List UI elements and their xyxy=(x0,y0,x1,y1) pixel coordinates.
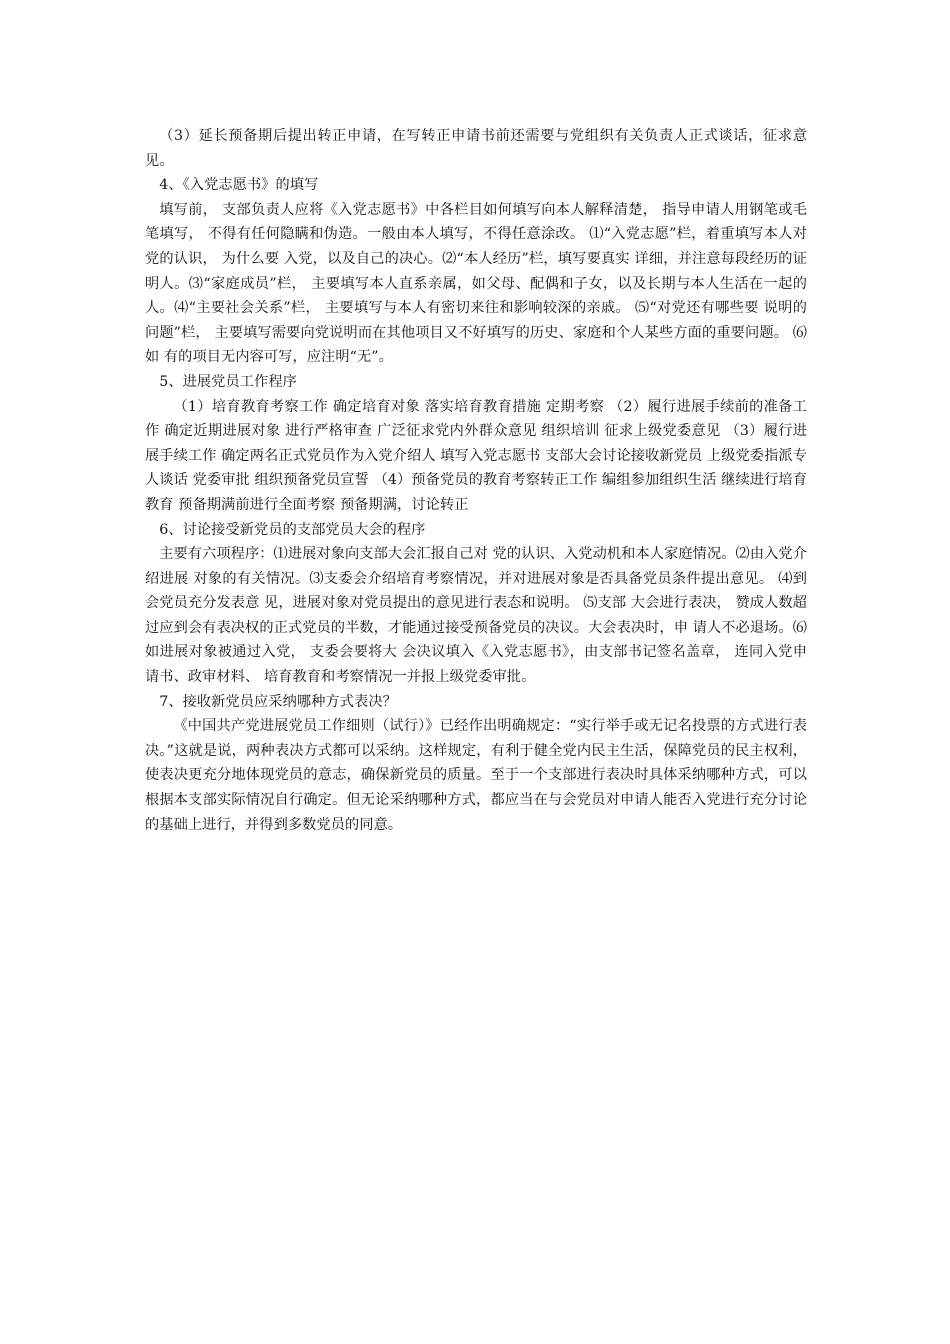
section-heading-7: 7、接收新党员应采纳哪种方式表决？ xyxy=(159,693,397,710)
paragraph-meeting-procedure: 主要有六项程序：⑴进展对象向支部大会汇报自己对 党的认识、入党动机和本人家庭情况。⑵由入党介绍进展 对象的有关情况。⑶支委会介绍培育考察情况，并对进展对象是否具备党员条件提出意见。 ⑷到会党员充分发表意 见，进展对象对党员提出的意见进行表态和说明。 ⑸支部 大会进行表决， 赞成人数超过应到会有表决权的正式党员的半数，才能通过接受预备党员的决议。大会表决时，申 请人不必退场。⑹如进展对象被通过入党， 支委会要将大 会决议填入《入党志愿书》，由支部书记签名盖章， 连同入党申请书、政审材料、 培育教育和考察情况一并报上级党委审批。 xyxy=(145,546,807,686)
paragraph-probation-extension: （3）延长预备期后提出转正申请，在写转正申请书前还需要与党组织有关负责人正式谈话，征求意见。 xyxy=(145,128,807,169)
section-heading-5: 5、进展党员工作程序 xyxy=(159,373,297,390)
paragraph-voting-method: 《中国共产党进展党员工作细则（试行）》已经作出明确规定：“实行举手或无记名投票的方式进行表决。”这就是说，两种表决方式都可以采纳。这样规定，有利于健全党内民主生活，保障党员的民主权利，使表决更充分地体现党员的意志，确保新党员的质量。至于一个支部进行表决时具体采纳哪种方式，可以根据本支部实际情况自行确定。但无论采纳哪种方式，都应当在与会党员对申请人能否入党进行充分讨论的基础上进行，并得到多数党员的同意。 xyxy=(145,718,807,833)
document-body xyxy=(145,124,807,837)
section-heading-4: 4、《入党志愿书》的填写 xyxy=(159,177,319,194)
paragraph-application-form: 填写前， 支部负责人应将《入党志愿书》中各栏目如何填写向本人解释清楚， 指导申请人用钢笔或毛笔填写， 不得有任何隐瞒和伪造。一般由本人填写，不得任意涂改。 ⑴“入党志愿”栏，着重填写本人对党的认识， 为什么要 入党，以及自己的决心。⑵“本人经历”栏，填写要真实 详细，并注意每段经历的证明人。⑶“家庭成员”栏， 主要填写本人直系亲属，如父母、配偶和子女，以及长期与本人生活在一起的人。⑷“主要社会关系”栏， 主要填写与本人有密切来往和影响较深的亲戚。 ⑸“对党还有哪些要 说明的问题”栏， 主要填写需要向党说明而在其他项目又不好填写的历史、家庭和个人某些方面的重要问题。 ⑹如 有的项目无内容可写，应注明“无”。 xyxy=(145,201,807,366)
paragraph-work-procedure: （1）培育教育考察工作 确定培育对象 落实培育教育措施 定期考察 （2）履行进展手续前的准备工作 确定近期进展对象 进行严格审查 广泛征求党内外群众意见 组织培训 征求上级党委意见 （3）履行进展手续工作 确定两名正式党员作为入党介绍人 填写入党志愿书 支部大会讨论接收新党员 上级党委指派专人谈话 党委审批 组织预备党员宣誓 （4）预备党员的教育考察转正工作 编组参加组织生活 继续进行培育教育 预备期满前进行全面考察 预备期满，讨论转正 xyxy=(145,398,807,513)
section-heading-6: 6、讨论接受新党员的支部党员大会的程序 xyxy=(159,521,426,538)
